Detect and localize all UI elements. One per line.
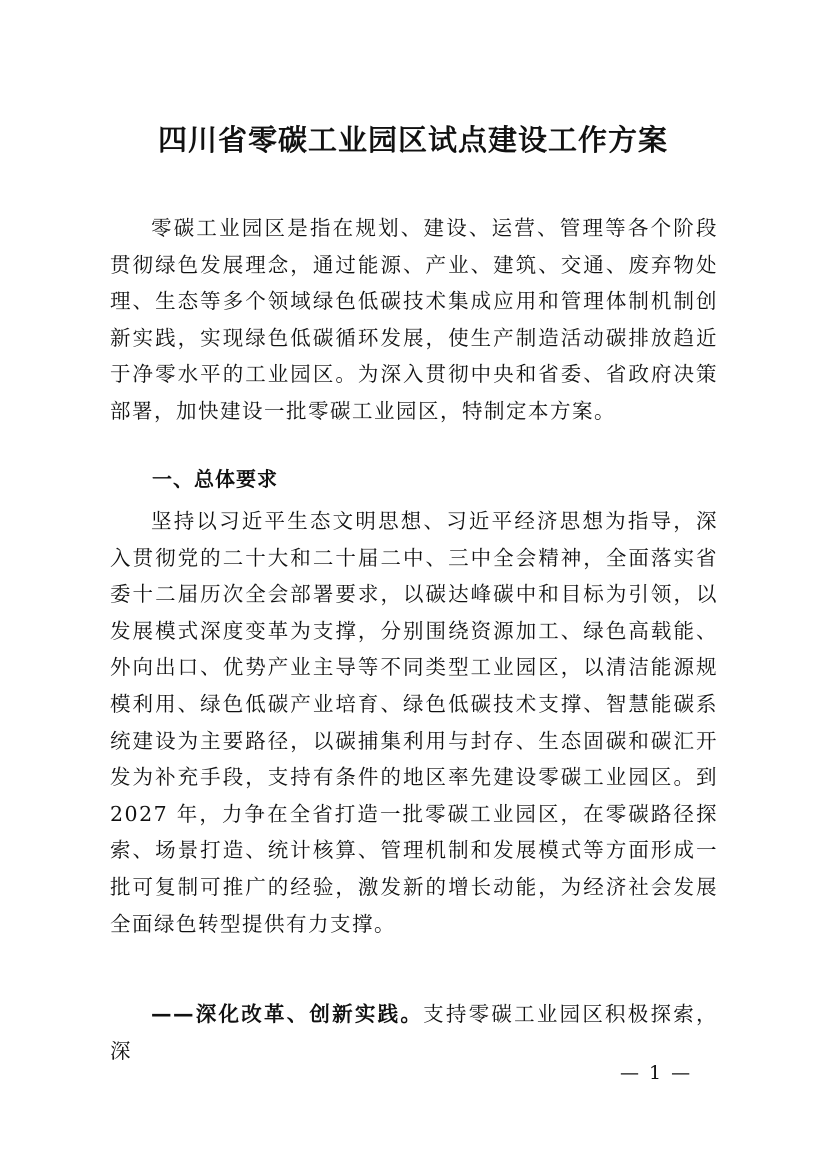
document-title: 四川省零碳工业园区试点建设工作方案 [157, 123, 668, 157]
page-number: — 1 — [620, 1062, 693, 1084]
subpoint-text: 支持零碳工业园区积极探索，深 [110, 1002, 719, 1063]
section-heading: 一、总体要求 [152, 467, 278, 491]
section-body-paragraph: 坚持以习近平生态文明思想、习近平经济思想为指导，深入贯彻党的二十大和二十届二中、三中全会精神，全面落实省委十二届历次全会部署要求，以碳达峰碳中和目标为引领，以发展模式深度变革为支撑，分别围绕资源加工、绿色高载能、外向出口、优势产业主导等不同类型工业园区，以清洁能源规模利用、绿色低碳产业培育、绿色低碳技术支撑、智慧能碳系统建设为主要路径，以碳捕集利用与封存、生态固碳和碳汇开发为补充手段，支持有条件的地区率先建设零碳工业园区。到 2027 年，力争在全省打造一批零碳工业园区，在零碳路径探索、场景打造、统计核算、管理机制和发展模式等方面形成一批可复制可推广的经验，激发新的增长动能，为经济社会发展全面绿色转型提供有力支撑。 [110, 509, 718, 936]
subpoint-heading: ——深化改革、创新实践。 [151, 1002, 424, 1026]
intro-paragraph: 零碳工业园区是指在规划、建设、运营、管理等各个阶段贯彻绿色发展理念，通过能源、产业、建筑、交通、废弃物处理、生态等多个领域绿色低碳技术集成应用和管理体制机制创新实践，实现绿色低碳循环发展，使生产制造活动碳排放趋近于净零水平的工业园区。为深入贯彻中央和省委、省政府决策部署，加快建设一批零碳工业园区，特制定本方案。 [110, 216, 718, 423]
